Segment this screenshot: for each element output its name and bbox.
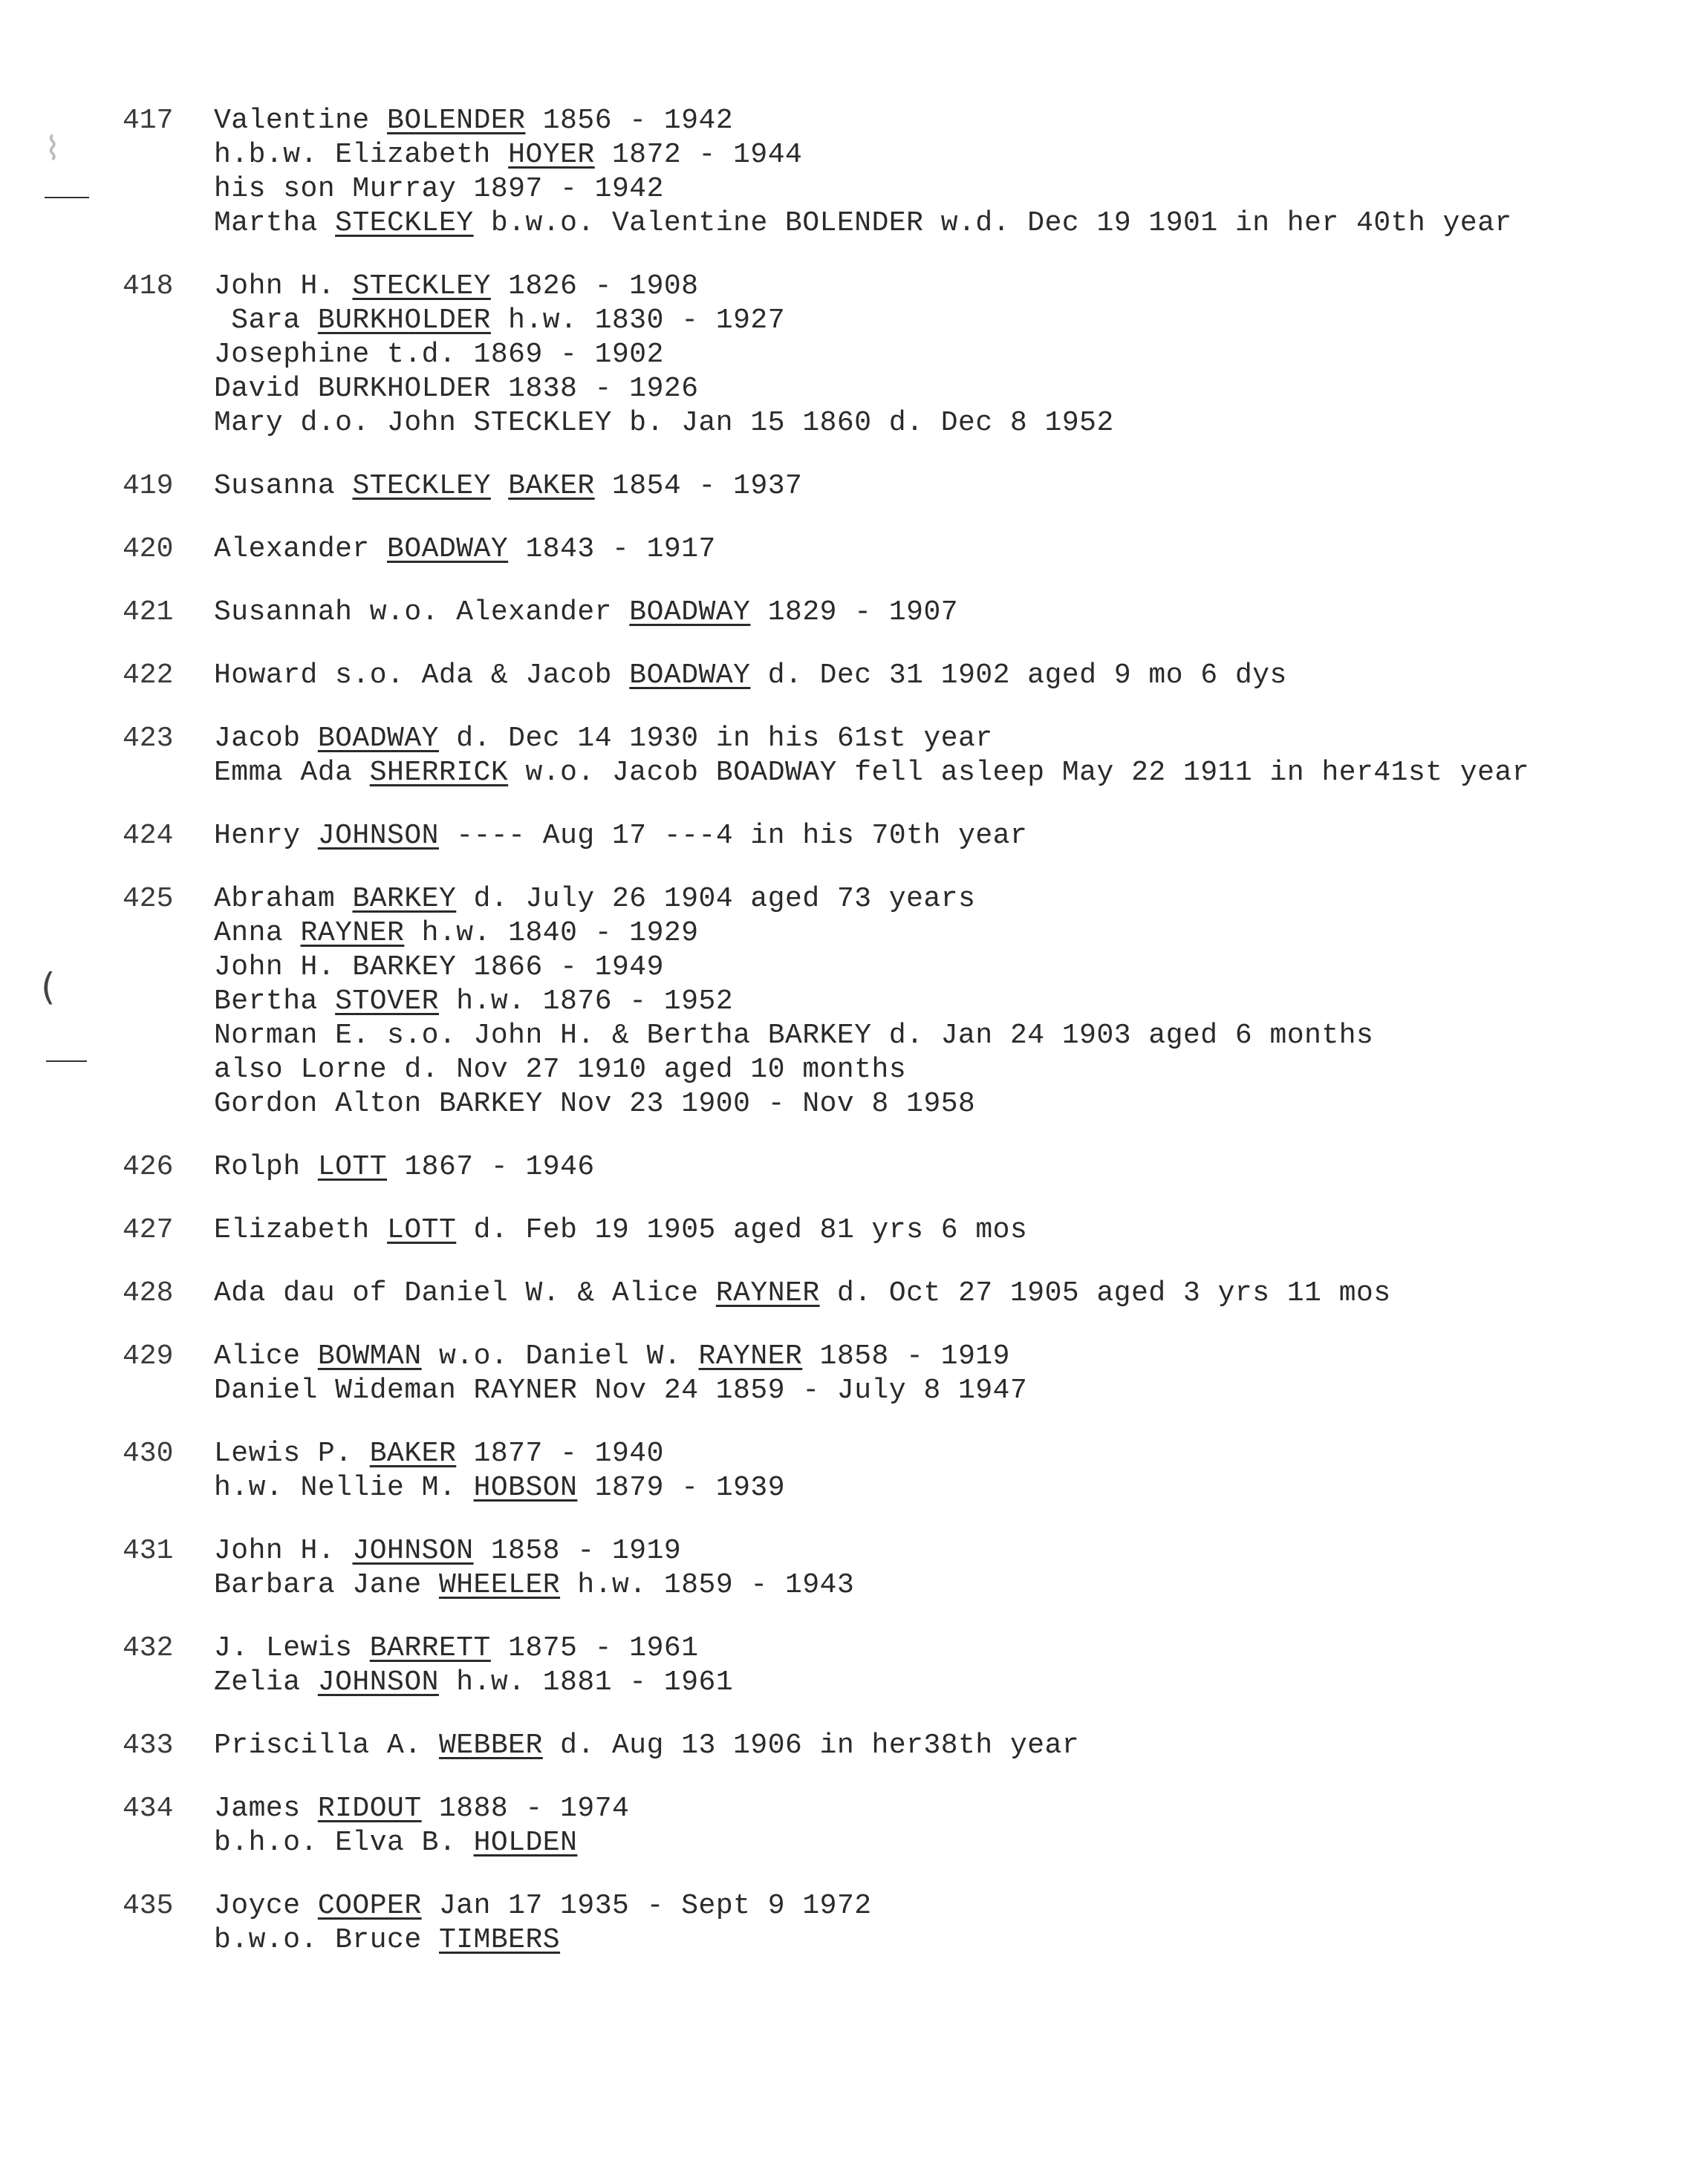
record-text: d. Dec 14 1930 in his 61st year: [438, 723, 993, 754]
plot-number: 427: [123, 1214, 174, 1246]
surname: LOTT: [317, 1151, 388, 1183]
record-line: [214, 756, 1653, 790]
surname: JOHNSON: [317, 820, 439, 852]
record-text: b.h.o. Elva B.: [214, 1827, 474, 1859]
record-text: Joyce: [214, 1890, 318, 1922]
record-line: [214, 1374, 1653, 1408]
record-text: J. Lewis: [214, 1632, 370, 1664]
record-lines: [214, 469, 1653, 503]
record-line: [214, 1019, 1653, 1053]
plot-number: 434: [123, 1793, 174, 1825]
record-text: 1854 - 1937: [594, 470, 803, 502]
record-text: Sara: [214, 304, 318, 336]
record-text: Abraham: [214, 883, 353, 915]
record-line: [214, 469, 1653, 503]
record-lines: [214, 532, 1653, 567]
record-text: Bertha: [214, 985, 336, 1017]
record-line: [214, 1792, 1653, 1826]
record-text: Susannah w.o. Alexander: [214, 596, 630, 628]
record-text: d. July 26 1904 aged 73 years: [456, 883, 976, 915]
plot-number: 420: [123, 533, 174, 565]
surname: RAYNER: [715, 1277, 820, 1309]
record-text: d. Dec 31 1902 aged 9 mo 6 dys: [750, 659, 1287, 691]
plot-number: 426: [123, 1151, 174, 1183]
record-text: ---- Aug 17 ---4 in his 70th year: [438, 820, 1028, 852]
record-text: James: [214, 1793, 318, 1825]
record-text: Alexander: [214, 533, 388, 565]
record-entry: [123, 596, 1653, 630]
surname: STECKLEY: [352, 470, 491, 502]
record-lines: [214, 1632, 1653, 1700]
record-text: Rolph: [214, 1151, 318, 1183]
record-text: 1877 - 1940: [456, 1438, 664, 1470]
record-text: 1872 - 1944: [594, 139, 803, 171]
record-entry: [123, 1534, 1653, 1603]
record-text: his son Murray 1897 - 1942: [214, 173, 664, 205]
record-text: h.w. 1859 - 1943: [560, 1569, 855, 1601]
record-text: Elizabeth: [214, 1214, 388, 1246]
record-lines: [214, 1437, 1653, 1505]
record-text: 1858 - 1919: [802, 1340, 1010, 1372]
record-entry: [123, 819, 1653, 853]
record-text: 1867 - 1946: [387, 1151, 595, 1183]
surname: BOADWAY: [629, 659, 751, 691]
record-text: 1856 - 1942: [525, 105, 734, 137]
surname: HOLDEN: [473, 1827, 578, 1859]
record-line: [214, 206, 1653, 241]
record-text: 1879 - 1939: [577, 1472, 786, 1504]
plot-number: 430: [123, 1438, 174, 1470]
record-text: Martha: [214, 207, 336, 239]
record-lines: [214, 1340, 1653, 1408]
plot-number: 423: [123, 723, 174, 754]
record-text: Lewis P.: [214, 1438, 370, 1470]
record-text: Susanna: [214, 470, 353, 502]
record-line: [214, 1277, 1653, 1311]
surname: BOADWAY: [629, 596, 751, 628]
record-text: 1875 - 1961: [490, 1632, 699, 1664]
margin-mark: (: [41, 965, 56, 1008]
record-line: [214, 882, 1653, 916]
record-line: [214, 1729, 1653, 1763]
surname: SHERRICK: [369, 757, 509, 789]
record-text: w.o. Jacob BOADWAY fell asleep May 22 1911 in her41st year: [508, 757, 1530, 789]
record-line: [214, 1923, 1653, 1958]
record-lines: [214, 722, 1653, 790]
surname: RIDOUT: [317, 1793, 422, 1825]
surname: LOTT: [387, 1214, 457, 1246]
record-text: Alice: [214, 1340, 318, 1372]
record-line: [214, 985, 1653, 1019]
margin-mark: [46, 1060, 87, 1062]
record-text: Gordon Alton BARKEY Nov 23 1900 - Nov 8 1958: [214, 1088, 976, 1120]
record-line: [214, 1437, 1653, 1471]
record-line: [214, 1632, 1653, 1666]
record-lines: [214, 596, 1653, 630]
record-line: [214, 819, 1653, 853]
surname: RAYNER: [698, 1340, 803, 1372]
record-line: [214, 1087, 1653, 1121]
surname: BARKEY: [352, 883, 457, 915]
surname: BAKER: [508, 470, 595, 502]
record-line: [214, 270, 1653, 304]
plot-number: 432: [123, 1632, 174, 1664]
plot-number: 419: [123, 470, 174, 502]
record-text: h.w. 1881 - 1961: [438, 1666, 734, 1698]
surname: WHEELER: [438, 1569, 561, 1601]
record-entry: [123, 104, 1653, 241]
record-lines: [214, 882, 1653, 1121]
margin-mark: [45, 197, 89, 198]
record-line: [214, 1213, 1653, 1248]
record-text: d. Feb 19 1905 aged 81 yrs 6 mos: [456, 1214, 1028, 1246]
record-text: Priscilla A.: [214, 1730, 439, 1761]
surname: BOADWAY: [317, 723, 439, 754]
record-line: [214, 659, 1653, 693]
surname: BARRETT: [369, 1632, 491, 1664]
record-text: David BURKHOLDER 1838 - 1926: [214, 373, 699, 405]
record-text: Emma Ada: [214, 757, 370, 789]
surname: STECKLEY: [335, 207, 474, 239]
record-line: [214, 1150, 1653, 1184]
record-text: h.w. 1876 - 1952: [438, 985, 734, 1017]
record-line: [214, 338, 1653, 372]
record-entry: [123, 1340, 1653, 1408]
record-text: 1888 - 1974: [421, 1793, 630, 1825]
record-text: h.w. 1840 - 1929: [404, 917, 699, 949]
record-line: [214, 1053, 1653, 1087]
record-entry: [123, 1632, 1653, 1700]
record-line: [214, 532, 1653, 567]
record-text: b.w.o. Bruce: [214, 1924, 439, 1956]
record-lines: [214, 659, 1653, 693]
surname: HOBSON: [473, 1472, 578, 1504]
record-entry: [123, 270, 1653, 440]
record-text: Ada dau of Daniel W. & Alice: [214, 1277, 716, 1309]
record-lines: [214, 1150, 1653, 1184]
record-text: Valentine: [214, 105, 388, 137]
surname: WEBBER: [438, 1730, 543, 1761]
record-entry: [123, 469, 1653, 503]
surname: JOHNSON: [317, 1666, 439, 1698]
record-line: [214, 916, 1653, 951]
plot-number: 417: [123, 105, 174, 137]
record-line: [214, 104, 1653, 138]
surname: BAKER: [369, 1438, 457, 1470]
record-line: [214, 372, 1653, 406]
record-line: [214, 1340, 1653, 1374]
record-lines: [214, 104, 1653, 241]
margin-mark: ⌇: [45, 130, 61, 168]
record-text: h.w. 1830 - 1927: [490, 304, 786, 336]
record-lines: [214, 1729, 1653, 1763]
record-entry: [123, 882, 1653, 1121]
record-text: Zelia: [214, 1666, 318, 1698]
record-line: [214, 596, 1653, 630]
cemetery-record-list: [123, 104, 1653, 1958]
record-text: Anna: [214, 917, 301, 949]
record-text: h.b.w. Elizabeth: [214, 139, 509, 171]
record-line: [214, 1568, 1653, 1603]
record-entry: [123, 1437, 1653, 1505]
surname: TIMBERS: [438, 1924, 561, 1956]
plot-number: 435: [123, 1890, 174, 1922]
record-entry: [123, 1792, 1653, 1860]
surname: COOPER: [317, 1890, 422, 1922]
record-text: Jan 17 1935 - Sept 9 1972: [421, 1890, 872, 1922]
record-lines: [214, 270, 1653, 440]
record-line: [214, 172, 1653, 206]
record-text: w.o. Daniel W.: [421, 1340, 699, 1372]
plot-number: 422: [123, 659, 174, 691]
record-entry: [123, 1729, 1653, 1763]
plot-number: 433: [123, 1730, 174, 1761]
plot-number: 425: [123, 883, 174, 915]
plot-number: 424: [123, 820, 174, 852]
record-text: John H.: [214, 270, 353, 302]
record-lines: [214, 1213, 1653, 1248]
record-lines: [214, 1889, 1653, 1958]
record-text: 1858 - 1919: [473, 1535, 682, 1567]
record-text: h.w. Nellie M.: [214, 1472, 474, 1504]
record-line: [214, 1534, 1653, 1568]
record-text: [491, 470, 508, 502]
surname: HOYER: [508, 139, 595, 171]
surname: BOLENDER: [387, 105, 526, 137]
record-text: Henry: [214, 820, 318, 852]
surname: BOADWAY: [387, 533, 509, 565]
record-text: 1843 - 1917: [508, 533, 716, 565]
surname: STOVER: [335, 985, 439, 1017]
surname: BURKHOLDER: [317, 304, 491, 336]
record-entry: [123, 722, 1653, 790]
record-text: Barbara Jane: [214, 1569, 439, 1601]
record-text: John H. BARKEY 1866 - 1949: [214, 951, 664, 983]
record-text: Mary d.o. John STECKLEY b. Jan 15 1860 d. Dec 8 1952: [214, 407, 1114, 439]
record-text: Jacob: [214, 723, 318, 754]
plot-number: 418: [123, 270, 174, 302]
record-line: [214, 722, 1653, 756]
plot-number: 429: [123, 1340, 174, 1372]
record-line: [214, 951, 1653, 985]
record-text: John H.: [214, 1535, 353, 1567]
record-line: [214, 406, 1653, 440]
surname: JOHNSON: [352, 1535, 474, 1567]
record-lines: [214, 1792, 1653, 1860]
record-lines: [214, 1534, 1653, 1603]
record-text: 1826 - 1908: [490, 270, 699, 302]
record-entry: [123, 532, 1653, 567]
plot-number: 431: [123, 1535, 174, 1567]
plot-number: 421: [123, 596, 174, 628]
record-text: Josephine t.d. 1869 - 1902: [214, 339, 664, 371]
record-entry: [123, 1213, 1653, 1248]
record-line: [214, 304, 1653, 338]
record-text: Daniel Wideman RAYNER Nov 24 1859 - July 8 1947: [214, 1375, 1028, 1406]
surname: BOWMAN: [317, 1340, 422, 1372]
record-text: also Lorne d. Nov 27 1910 aged 10 months: [214, 1054, 907, 1086]
record-line: [214, 1471, 1653, 1505]
record-text: d. Oct 27 1905 aged 3 yrs 11 mos: [819, 1277, 1391, 1309]
record-text: d. Aug 13 1906 in her38th year: [542, 1730, 1080, 1761]
record-lines: [214, 819, 1653, 853]
record-entry: [123, 1889, 1653, 1958]
record-lines: [214, 1277, 1653, 1311]
record-entry: [123, 659, 1653, 693]
record-text: Howard s.o. Ada & Jacob: [214, 659, 630, 691]
record-text: 1829 - 1907: [750, 596, 959, 628]
record-entry: [123, 1150, 1653, 1184]
record-line: [214, 1826, 1653, 1860]
record-text: Norman E. s.o. John H. & Bertha BARKEY d. Jan 24 1903 aged 6 months: [214, 1020, 1374, 1052]
record-line: [214, 138, 1653, 172]
surname: RAYNER: [300, 917, 405, 949]
record-entry: [123, 1277, 1653, 1311]
record-text: b.w.o. Valentine BOLENDER w.d. Dec 19 1901 in her 40th year: [473, 207, 1512, 239]
surname: STECKLEY: [352, 270, 491, 302]
record-line: [214, 1666, 1653, 1700]
plot-number: 428: [123, 1277, 174, 1309]
record-line: [214, 1889, 1653, 1923]
